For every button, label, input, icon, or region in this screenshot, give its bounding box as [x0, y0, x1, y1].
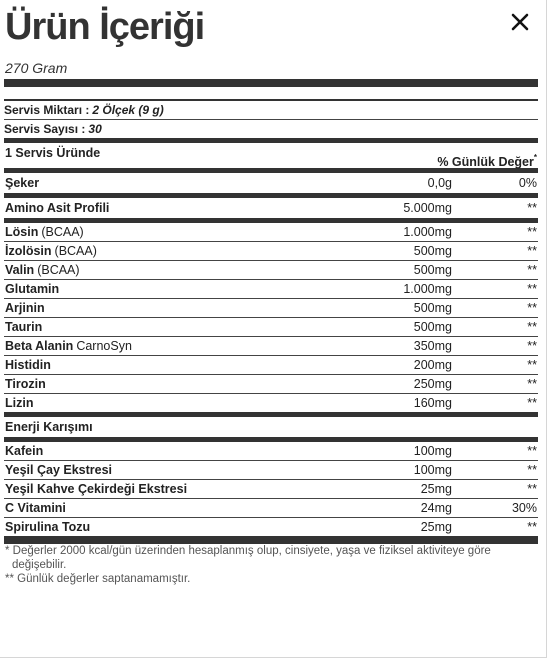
table-row — [4, 461, 538, 479]
nutrient-amount: 100mg — [413, 444, 452, 458]
nutrient-amount: 250mg — [413, 377, 452, 391]
table-row — [4, 480, 538, 498]
divider-thick — [4, 536, 538, 544]
table-row — [4, 223, 538, 241]
table-row — [4, 375, 538, 393]
nutrient-name: Beta Alanin CarnoSyn — [5, 339, 132, 353]
serving-size-row — [4, 101, 538, 119]
nutrient-name: Histidin — [5, 358, 51, 372]
sugar-row — [4, 173, 538, 193]
serving-count-label: Servis Sayısı : — [4, 122, 86, 136]
nutrient-daily-value: ** — [527, 301, 537, 315]
footnote-daily-value: * Değerler 2000 kcal/gün üzerinden hesaplanmış olup, cinsiyete, yaşa ve fiziksel aktiviteye göre değişebilir. — [5, 545, 491, 571]
close-button[interactable] — [506, 8, 534, 36]
table-header — [4, 143, 538, 168]
nutrient-daily-value: ** — [527, 444, 537, 458]
nutrient-daily-value: ** — [527, 339, 537, 353]
nutrient-amount: 500mg — [413, 263, 452, 277]
nutrient-daily-value: ** — [527, 282, 537, 296]
nutrient-name: Yeşil Kahve Çekirdeği Ekstresi — [5, 482, 188, 496]
nutrient-name: Kafein — [5, 444, 44, 458]
nutrient-name: Glutamin — [5, 282, 60, 296]
nutrient-amount: 0,0g — [427, 176, 452, 190]
nutrient-name: Lösin (BCAA) — [5, 225, 84, 239]
nutrient-daily-value: ** — [527, 377, 537, 391]
per-serving-heading: 1 Servis Üründe — [5, 146, 101, 160]
energy-list — [4, 442, 538, 536]
package-weight: 270 Gram — [5, 60, 68, 76]
nutrient-note: (BCAA) — [54, 244, 97, 258]
divider-thick — [4, 79, 538, 87]
amino-list — [4, 223, 538, 412]
nutrient-daily-value: ** — [527, 358, 537, 372]
amino-profile-row — [4, 198, 538, 218]
table-row — [4, 499, 538, 517]
nutrient-name: Lizin — [5, 396, 34, 410]
nutrient-name: Arjinin — [5, 301, 45, 315]
table-row — [4, 518, 538, 536]
section-name: Amino Asit Profili — [5, 201, 110, 215]
energy-blend-row — [4, 417, 538, 437]
nutrient-note: (BCAA) — [41, 225, 84, 239]
table-row — [4, 261, 538, 279]
close-icon — [506, 8, 534, 36]
table-row — [4, 242, 538, 260]
nutrient-amount: 1.000mg — [403, 225, 452, 239]
table-row — [4, 299, 538, 317]
serving-count-row — [4, 120, 538, 138]
table-row — [4, 442, 538, 460]
table-row — [4, 337, 538, 355]
nutrient-note: (BCAA) — [37, 263, 80, 277]
nutrient-name: C Vitamini — [5, 501, 66, 515]
nutrient-daily-value: ** — [527, 396, 537, 410]
nutrient-name: Yeşil Çay Ekstresi — [5, 463, 113, 477]
nutrient-daily-value: ** — [527, 244, 537, 258]
table-row — [4, 318, 538, 336]
table-row — [4, 356, 538, 374]
daily-value-heading: % Günlük Değer* — [437, 153, 537, 169]
nutrient-daily-value: 30% — [511, 501, 537, 515]
nutrient-name: Spirulina Tozu — [5, 520, 91, 534]
nutrient-amount: 24mg — [420, 501, 452, 515]
nutrient-name: Valin (BCAA) — [5, 263, 80, 277]
nutrient-amount: 500mg — [413, 301, 452, 315]
nutrient-daily-value: ** — [527, 520, 537, 534]
nutrient-note: CarnoSyn — [76, 339, 132, 353]
nutrient-amount: 200mg — [413, 358, 452, 372]
nutrient-name: Taurin — [5, 320, 43, 334]
nutrient-daily-value: ** — [527, 320, 537, 334]
nutrient-name: İzolösin (BCAA) — [5, 244, 97, 258]
table-row — [4, 394, 538, 412]
nutrient-amount: 160mg — [413, 396, 452, 410]
serving-size-label: Servis Miktarı : — [4, 103, 90, 117]
nutrient-amount: 25mg — [420, 482, 452, 496]
nutrient-amount: 350mg — [413, 339, 452, 353]
footnote-not-established: ** Günlük değerler saptanamamıştır. — [5, 573, 191, 585]
nutrient-amount: 100mg — [413, 463, 452, 477]
serving-size-value: 2 Ölçek (9 g) — [92, 103, 164, 117]
nutrient-amount: 500mg — [413, 320, 452, 334]
nutrient-daily-value: ** — [527, 263, 537, 277]
section-amount: 5.000mg — [403, 201, 452, 215]
section-name: Enerji Karışımı — [5, 420, 93, 434]
nutrient-name: Tirozin — [5, 377, 46, 391]
page-title: Ürün İçeriği — [5, 6, 205, 48]
nutrient-amount: 1.000mg — [403, 282, 452, 296]
nutrient-amount: 25mg — [420, 520, 452, 534]
nutrition-table — [4, 79, 538, 544]
nutrient-daily-value: ** — [527, 225, 537, 239]
nutrient-daily-value: 0% — [518, 176, 537, 190]
nutrient-daily-value: ** — [527, 482, 537, 496]
footnotes — [5, 544, 535, 586]
nutrient-amount: 500mg — [413, 244, 452, 258]
serving-count-value: 30 — [88, 122, 102, 136]
section-daily-value: ** — [527, 201, 537, 215]
nutrient-name: Şeker — [5, 176, 40, 190]
table-row — [4, 280, 538, 298]
nutrient-daily-value: ** — [527, 463, 537, 477]
